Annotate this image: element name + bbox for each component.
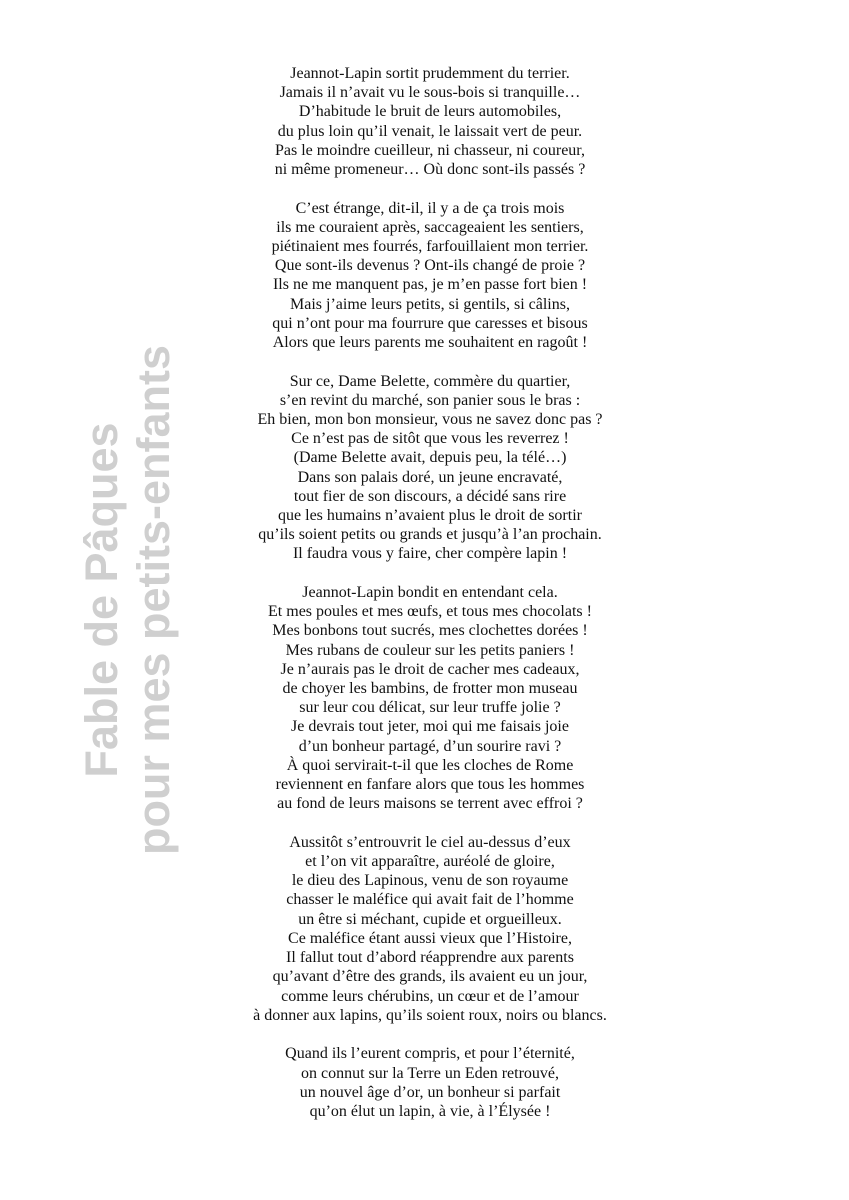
verse-line: Ce n’est pas de sitôt que vous les reverrez !	[291, 430, 569, 448]
verse-line: le dieu des Lapinous, venu de son royaume	[291, 872, 569, 890]
verse-line: un être si méchant, cupide et orgueilleux.	[298, 910, 562, 928]
verse-line: qu’ils soient petits ou grands et jusqu’à l’an prochain.	[258, 526, 602, 544]
verse-line: tout fier de son discours, a décidé sans rire	[293, 487, 567, 505]
verse-line: Alors que leurs parents me souhaitent en ragoût !	[272, 334, 588, 352]
verse-line: comme leurs chérubins, un cœur et de l’amour	[281, 987, 579, 1005]
verse-line: Que sont-ils devenus ? Ont-ils changé de proie ?	[274, 257, 586, 275]
verse-line: à donner aux lapins, qu’ils soient roux, noirs ou blancs.	[253, 1006, 607, 1024]
verse-line: Et mes poules et mes œufs, et tous mes chocolats !	[268, 603, 592, 621]
verse-line: À quoi servirait-t-il que les cloches de Rome	[286, 756, 574, 774]
verse-line: Mais j’aime leurs petits, si gentils, si câlins,	[290, 295, 570, 313]
verse-line: au fond de leurs maisons se terrent avec effroi ?	[277, 795, 583, 813]
verse-line: Je n’aurais pas le droit de cacher mes cadeaux,	[280, 660, 580, 678]
verse-line: Il faudra vous y faire, cher compère lapin !	[292, 545, 568, 563]
verse-line: du plus loin qu’il venait, le laissait vert de peur.	[277, 122, 583, 140]
stanza-6	[180, 1044, 680, 1121]
verse-line: Jeannot-Lapin sortit prudemment du terrier.	[290, 65, 570, 82]
verse-line: Ils ne me manquent pas, je m’en passe fort bien !	[272, 276, 588, 294]
verse-line: reviennent en fanfare alors que tous les hommes	[275, 776, 585, 794]
verse-line: qu’on élut un lapin, à vie, à l’Élysée !	[309, 1102, 551, 1120]
verse-line: Quand ils l’eurent compris, et pour l’éternité,	[285, 1045, 575, 1063]
side-title-rotated	[76, 250, 180, 950]
verse-line: Aussitôt s’entrouvrit le ciel au-dessus d’eux	[289, 833, 571, 851]
verse-line: C’est étrange, dit-il, il y a de ça trois mois	[295, 199, 565, 217]
verse-line: qu’avant d’être des grands, ils avaient eu un jour,	[272, 968, 588, 986]
stanza-3	[180, 372, 680, 564]
verse-line: Mes rubans de couleur sur les petits paniers !	[285, 641, 575, 659]
verse-line: Je devrais tout jeter, moi qui me faisais joie	[291, 718, 569, 736]
verse-line: d’un bonheur partagé, d’un sourire ravi ?	[298, 737, 562, 755]
stanza-2	[180, 199, 680, 353]
verse-line: Jamais il n’avait vu le sous-bois si tranquille…	[279, 84, 581, 102]
verse-line: Jeannot-Lapin bondit en entendant cela.	[302, 584, 558, 602]
verse-line: Eh bien, mon bon monsieur, vous ne savez donc pas ?	[257, 411, 603, 429]
verse-line: ni même promeneur… Où donc sont-ils passés ?	[274, 161, 586, 179]
poem	[180, 64, 680, 1121]
verse-line: Dans son palais doré, un jeune encravaté,	[297, 468, 563, 486]
verse-line: Sur ce, Dame Belette, commère du quartier,	[289, 372, 571, 390]
verse-line: sur leur cou délicat, sur leur truffe jolie ?	[299, 699, 561, 717]
verse-line: un nouvel âge d’or, un bonheur si parfait	[299, 1083, 561, 1101]
stanza-1	[180, 64, 680, 179]
verse-line: Pas le moindre cueilleur, ni chasseur, ni coureur,	[275, 141, 585, 159]
verse-line: ils me couraient après, saccageaient les sentiers,	[276, 218, 584, 236]
verse-line: Mes bonbons tout sucrés, mes clochettes dorées !	[272, 622, 588, 640]
stanza-5	[180, 833, 680, 1025]
verse-line: Ce maléfice étant aussi vieux que l’Histoire,	[288, 929, 572, 947]
verse-line: (Dame Belette avait, depuis peu, la télé…)	[293, 449, 567, 467]
verse-line: de choyer les bambins, de frotter mon museau	[282, 680, 578, 698]
verse-line: D’habitude le bruit de leurs automobiles,	[298, 103, 562, 121]
verse-line: que les humains n’avaient plus le droit de sortir	[278, 507, 582, 525]
title-line-2: pour mes petits-enfants	[128, 344, 179, 856]
verse-line: et l’on vit apparaître, auréolé de gloire,	[305, 853, 555, 871]
verse-line: on connut sur la Terre un Eden retrouvé,	[300, 1064, 560, 1082]
title-line-1: Fable de Pâques	[76, 422, 127, 778]
verse-line: s’en revint du marché, son panier sous le bras :	[279, 391, 581, 409]
stanza-4	[180, 583, 680, 813]
verse-line: piétinaient mes fourrés, farfouillaient mon terrier.	[271, 238, 589, 256]
verse-line: qui n’ont pour ma fourrure que caresses et bisous	[272, 314, 588, 332]
verse-line: Il fallut tout d’abord réapprendre aux parents	[286, 949, 574, 967]
verse-line: chasser le maléfice qui avait fait de l’homme	[286, 891, 574, 909]
